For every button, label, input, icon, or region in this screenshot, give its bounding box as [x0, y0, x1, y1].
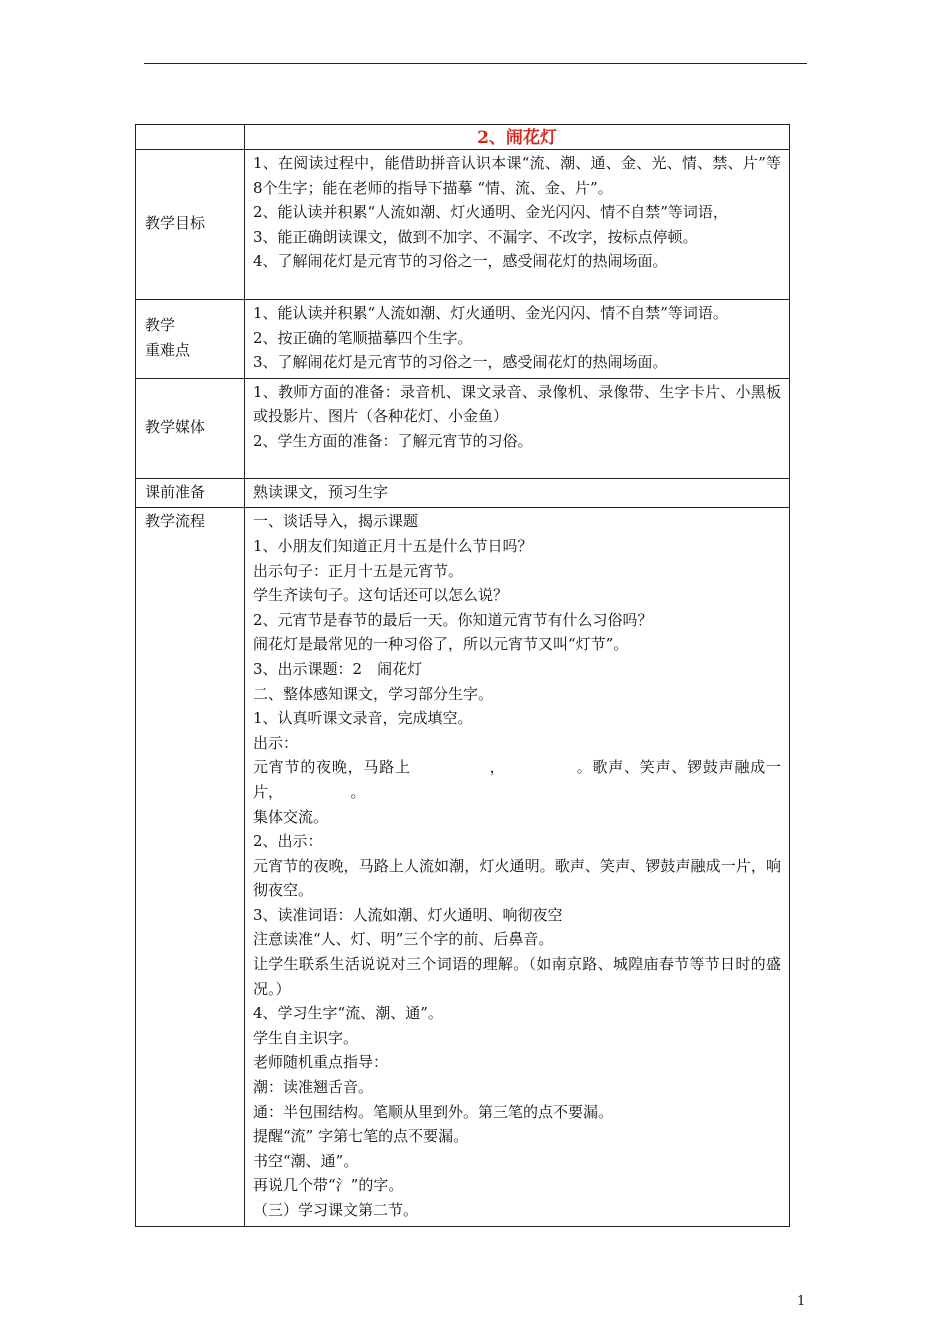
process-step: 4、学习生字“流、潮、通”。: [253, 1004, 443, 1023]
media-item: 2、学生方面的准备：了解元宵节的习俗。: [253, 431, 533, 450]
preparation-label: 课前准备: [136, 478, 245, 508]
process-step: 通：半包围结构。笔顺从里到外。第三笔的点不要漏。: [253, 1102, 614, 1121]
goal-item: 1、在阅读过程中，能借助拼音认识本课“流、潮、通、金、光、情、禁、片”等8个生字；能在老师的指导下描摹 “情、流、金、片”。: [253, 154, 781, 197]
process-step: 注意读准“人、灯、明”三个字的前、后鼻音。: [253, 930, 554, 949]
process-step: 3、出示课题：2 闹花灯: [253, 659, 423, 678]
process-step: 让学生联系生活说说对三个词语的理解。（如南京路、城隍庙春节等节日时的盛况。）: [253, 955, 781, 998]
header-rule: [144, 63, 807, 64]
key-points-content: [245, 300, 790, 379]
media-row: [136, 378, 790, 478]
process-step: 潮：读准翘舌音。: [253, 1078, 374, 1097]
goals-label: 教学目标: [136, 150, 245, 300]
media-label: 教学媒体: [136, 378, 245, 478]
media-content: [245, 378, 790, 478]
key-points-row: [136, 300, 790, 379]
page-number: 1: [797, 1294, 806, 1309]
key-points-label-line2: 重难点: [145, 340, 191, 359]
process-step: 出示：: [253, 733, 299, 752]
process-step: 1、认真听课文录音，完成填空。: [253, 709, 473, 728]
key-point-item: 2、按正确的笔顺描摹四个生字。: [253, 328, 473, 347]
process-step: 2、元宵节是春节的最后一天。你知道元宵节有什么习俗吗？: [253, 610, 653, 629]
fill-in-blank-sentence: 元宵节的夜晚，马路上 ， 。歌声、笑声、锣鼓声融成一片， 。: [253, 758, 781, 801]
title-label-cell: [136, 125, 245, 150]
process-step: 提醒“流” 字第七笔的点不要漏。: [253, 1127, 469, 1146]
preparation-content: 熟读课文，预习生字: [245, 478, 790, 508]
process-step: 学生自主识字。: [253, 1028, 359, 1047]
title-row: [136, 125, 790, 150]
process-step: 再说几个带“氵”的字。: [253, 1176, 404, 1195]
process-content: [245, 508, 790, 1226]
process-step: 2、出示：: [253, 832, 323, 851]
process-step: 学生齐读句子。这句话还可以怎么说？: [253, 586, 509, 605]
process-step: 1、小朋友们知道正月十五是什么节日吗？: [253, 536, 533, 555]
goal-item: 3、能正确朗读课文，做到不加字、不漏字、不改字，按标点停顿。: [253, 227, 698, 246]
process-step: 3、读准词语：人流如潮、灯火通明、响彻夜空: [253, 905, 563, 924]
key-points-label: [136, 300, 245, 379]
preparation-row: [136, 478, 790, 508]
key-point-item: 1、能认读并积累“人流如潮、灯火通明、金光闪闪、情不自禁”等词语。: [253, 304, 728, 322]
process-step: 书空“潮、通”。: [253, 1151, 359, 1170]
process-step: 一、谈话导入，揭示课题: [253, 512, 419, 531]
goals-row: [136, 150, 790, 300]
goals-content: [245, 150, 790, 300]
process-row: [136, 508, 790, 1226]
process-step: 出示句子：正月十五是元宵节。: [253, 561, 464, 580]
process-step: 二、整体感知课文，学习部分生字。: [253, 684, 494, 703]
key-points-label-line1: 教学: [145, 316, 176, 335]
process-label: 教学流程: [136, 508, 245, 1226]
goal-item: 2、能认读并积累“人流如潮、灯火通明、金光闪闪、情不自禁”等词语，: [253, 203, 728, 222]
process-step: 集体交流。: [253, 807, 329, 826]
lesson-plan-table: [135, 124, 790, 1227]
process-step: 老师随机重点指导：: [253, 1053, 389, 1072]
lesson-title: 2、闹花灯: [245, 125, 790, 150]
key-point-item: 3、了解闹花灯是元宵节的习俗之一，感受闹花灯的热闹场面。: [253, 353, 668, 372]
media-item: 1、教师方面的准备：录音机、课文录音、录像机、录像带、生字卡片、小黑板或投影片、图片（各种花灯、小金鱼）: [253, 382, 781, 426]
answer-sentence: 元宵节的夜晚，马路上人流如潮，灯火通明。歌声、笑声、锣鼓声融成一片，响彻夜空。: [253, 856, 781, 900]
process-step: （三）学习课文第二节。: [253, 1201, 419, 1219]
goal-item: 4、了解闹花灯是元宵节的习俗之一，感受闹花灯的热闹场面。: [253, 252, 668, 271]
process-step: 闹花灯是最常见的一种习俗了，所以元宵节又叫“灯节”。: [253, 635, 629, 654]
